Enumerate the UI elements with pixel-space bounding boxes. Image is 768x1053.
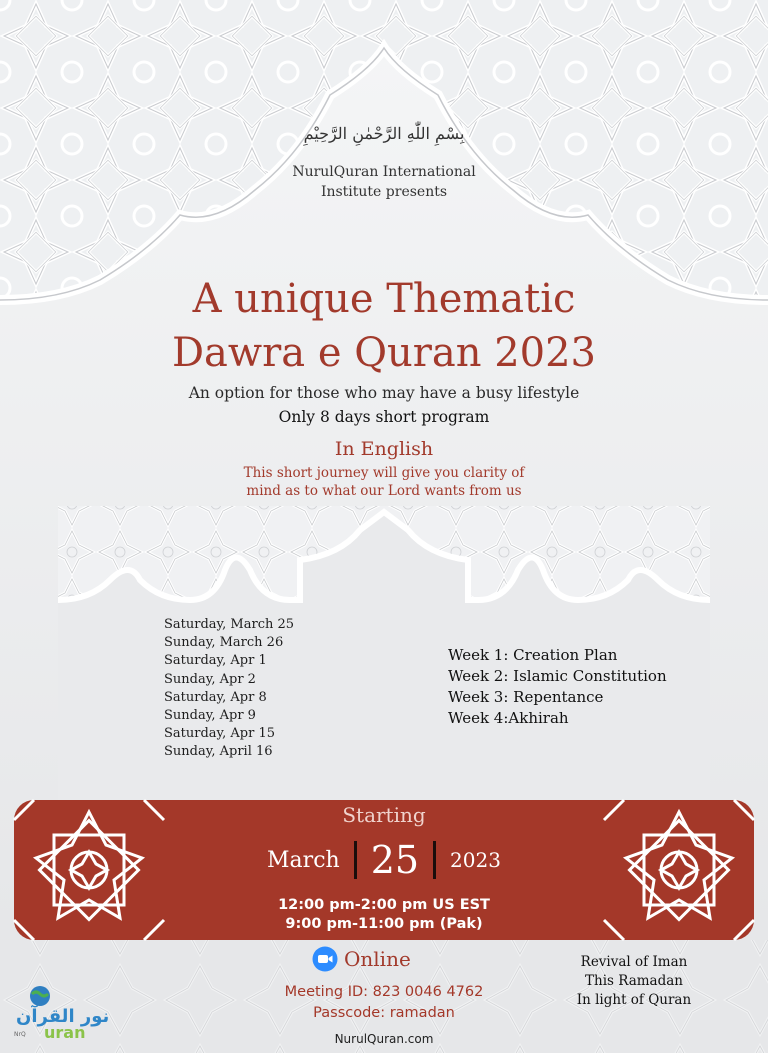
presenter-line-2: Institute presents [320, 184, 448, 200]
logo-tiny-text: NrQ [14, 1031, 26, 1038]
start-day: 25 [370, 838, 420, 882]
schedule-date: Sunday, April 16 [164, 744, 273, 760]
weeks-list [448, 645, 667, 729]
schedule-date: Saturday, Apr 1 [164, 653, 267, 669]
schedule-date: Sunday, March 26 [164, 635, 284, 651]
meeting-passcode: Passcode: ramadan [313, 1005, 455, 1021]
date-separator [354, 841, 357, 879]
video-camera-icon [312, 946, 338, 972]
start-date [0, 838, 768, 882]
tagline-line-2: mind as to what our Lord wants from us [246, 483, 522, 499]
presenter-line-1: NurulQuran International [292, 164, 476, 180]
week-item: Week 3: Repentance [448, 688, 604, 706]
revival-line-1: Revival of Iman [580, 954, 688, 970]
week-item: Week 1: Creation Plan [448, 646, 618, 664]
logo-latin-text: uran [44, 1023, 86, 1042]
revival-line-2: This Ramadan [585, 973, 683, 989]
schedule-date: Sunday, Apr 9 [164, 708, 256, 724]
page-title [40, 272, 728, 380]
meeting-id: Meeting ID: 823 0046 4762 [284, 984, 484, 1000]
time-pak: 9:00 pm-11:00 pm (Pak) [285, 916, 483, 932]
presenter-text [234, 162, 534, 202]
week-item: Week 2: Islamic Constitution [448, 667, 667, 685]
tagline-line-1: This short journey will give you clarity of [243, 465, 525, 481]
meeting-details [200, 982, 568, 1024]
title-line-2: Dawra e Quran 2023 [171, 330, 597, 376]
schedule-date: Sunday, Apr 2 [164, 671, 256, 687]
session-times [0, 896, 768, 934]
schedule-date: Saturday, March 25 [164, 617, 295, 632]
schedule-dates-list [164, 616, 294, 762]
start-month: March [267, 847, 340, 873]
revival-line-3: In light of Quran [576, 992, 692, 1008]
starting-label: Starting [342, 803, 426, 827]
schedule-date: Saturday, Apr 15 [164, 726, 276, 742]
title-line-1: A unique Thematic [192, 276, 576, 322]
time-us: 12:00 pm-2:00 pm US EST [278, 897, 490, 913]
date-separator [433, 841, 436, 879]
language-label: In English [334, 438, 434, 460]
short-program-text: Only 8 days short program [278, 408, 490, 426]
subtitle: An option for those who may have a busy lifestyle [188, 384, 580, 402]
tagline [180, 464, 588, 500]
start-year: 2023 [450, 848, 501, 872]
logo-arabic-text: نور القرآن [16, 1006, 110, 1027]
bismillah-text: بِسْمِ اللّٰهِ الرَّحْمٰنِ الرَّحِيْمِ [303, 124, 465, 143]
schedule-date: Saturday, Apr 8 [164, 689, 267, 705]
week-item: Week 4:Akhirah [448, 709, 569, 727]
website-link[interactable]: NurulQuran.com [334, 1032, 434, 1046]
revival-text [548, 953, 720, 1010]
online-label: Online [344, 947, 411, 971]
nurulquran-logo [10, 982, 110, 1042]
online-indicator [312, 946, 411, 972]
